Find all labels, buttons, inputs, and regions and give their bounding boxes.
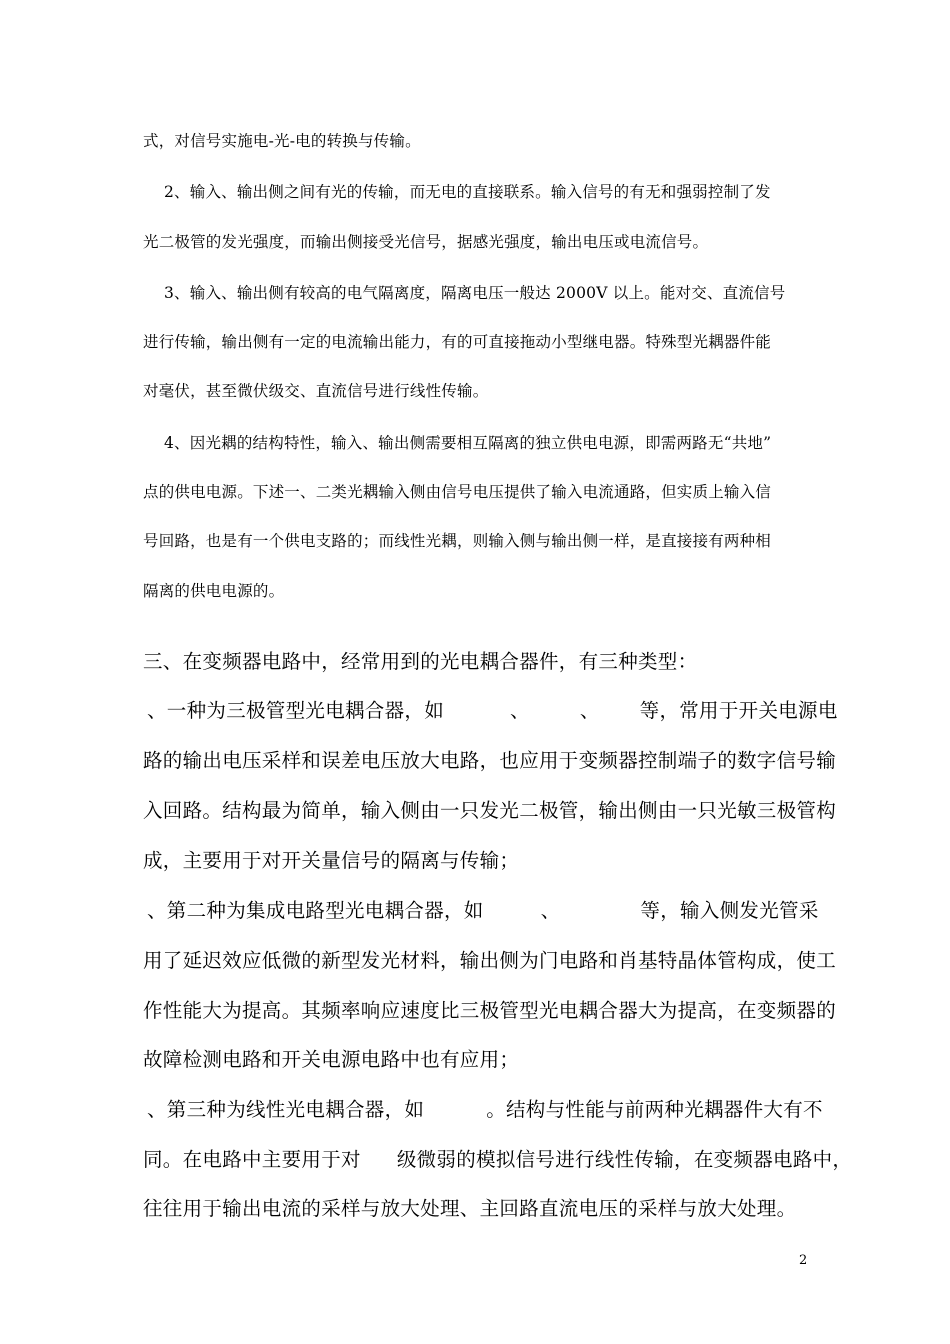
text-line: 故障检测电路和开关电源电路中也有应用；: [143, 1048, 520, 1071]
type3-line-2: [143, 1147, 852, 1173]
text-line: 3、输入、输出侧有较高的电气隔离度，隔离电压一般达 2000V 以上。能对交、直流信号: [164, 284, 786, 302]
type2-line-1: [147, 898, 819, 924]
text-line: 入回路。结构最为简单，输入侧由一只发光二极管，输出侧由一只光敏三极管构: [143, 799, 837, 822]
text-line: 号回路，也是有一个供电支路的；而线性光耦，则输入侧与输出侧一样，是直接接有两种相: [143, 532, 772, 550]
text-span: 、第三种为线性光电耦合器，如: [147, 1098, 425, 1121]
text-span: 等，输入侧发光管采: [640, 899, 819, 922]
text-span: 等，常用于开关电源电: [639, 699, 838, 722]
text-line: 隔离的供电电源的。: [143, 582, 285, 600]
text-span: 、: [540, 899, 561, 922]
text-line: 往往用于输出电流的采样与放大处理、主回路直流电压的采样与放大处理。: [143, 1197, 797, 1220]
page-number: 2: [799, 1253, 808, 1268]
text-span: 。结构与性能与前两种光耦器件大有不: [486, 1098, 823, 1121]
text-line: 光二极管的发光强度，而输出侧接受光信号，据感光强度，输出电压或电流信号。: [143, 233, 709, 251]
text-line: 式，对信号实施电-光-电的转换与传输。: [143, 132, 421, 150]
text-line: 2、输入、输出侧之间有光的传输，而无电的直接联系。输入信号的有无和强弱控制了发: [164, 183, 771, 201]
text-line: 路的输出电压采样和误差电压放大电路，也应用于变频器控制端子的数字信号输: [143, 749, 837, 772]
text-span: 、: [510, 699, 530, 722]
text-span: 级微弱的模拟信号进行线性传输，在变频器电路中，: [396, 1148, 853, 1171]
text-line: 成，主要用于对开关量信号的隔离与传输；: [143, 849, 520, 872]
section-heading: 三、在变频器电路中，经常用到的光电耦合器件，有三种类型：: [143, 650, 698, 673]
text-line: 4、因光耦的结构特性，输入、输出侧需要相互隔离的独立供电电源，即需两路无“共地”: [164, 434, 772, 452]
text-line: 进行传输，输出侧有一定的电流输出能力，有的可直接拖动小型继电器。特殊型光耦器件能: [143, 333, 772, 351]
type1-line-1: [147, 698, 838, 724]
text-span: 、: [579, 699, 600, 722]
text-span: 、第二种为集成电路型光电耦合器，如: [147, 899, 484, 922]
text-line: 点的供电电源。下述一、二类光耦输入侧由信号电压提供了输入电流通路，但实质上输入信: [143, 483, 772, 501]
type3-line-1: [147, 1097, 823, 1123]
text-line: 对毫伏，甚至微伏级交、直流信号进行线性传输。: [143, 382, 489, 400]
text-span: 、一种为三极管型光电耦合器，如: [147, 699, 445, 722]
text-span: 同。在电路中主要用于对: [143, 1148, 361, 1171]
text-line: 用了延迟效应低微的新型发光材料，输出侧为门电路和肖基特晶体管构成，使工: [143, 949, 837, 972]
text-line: 作性能大为提高。其频率响应速度比三极管型光电耦合器大为提高，在变频器的: [143, 999, 837, 1022]
